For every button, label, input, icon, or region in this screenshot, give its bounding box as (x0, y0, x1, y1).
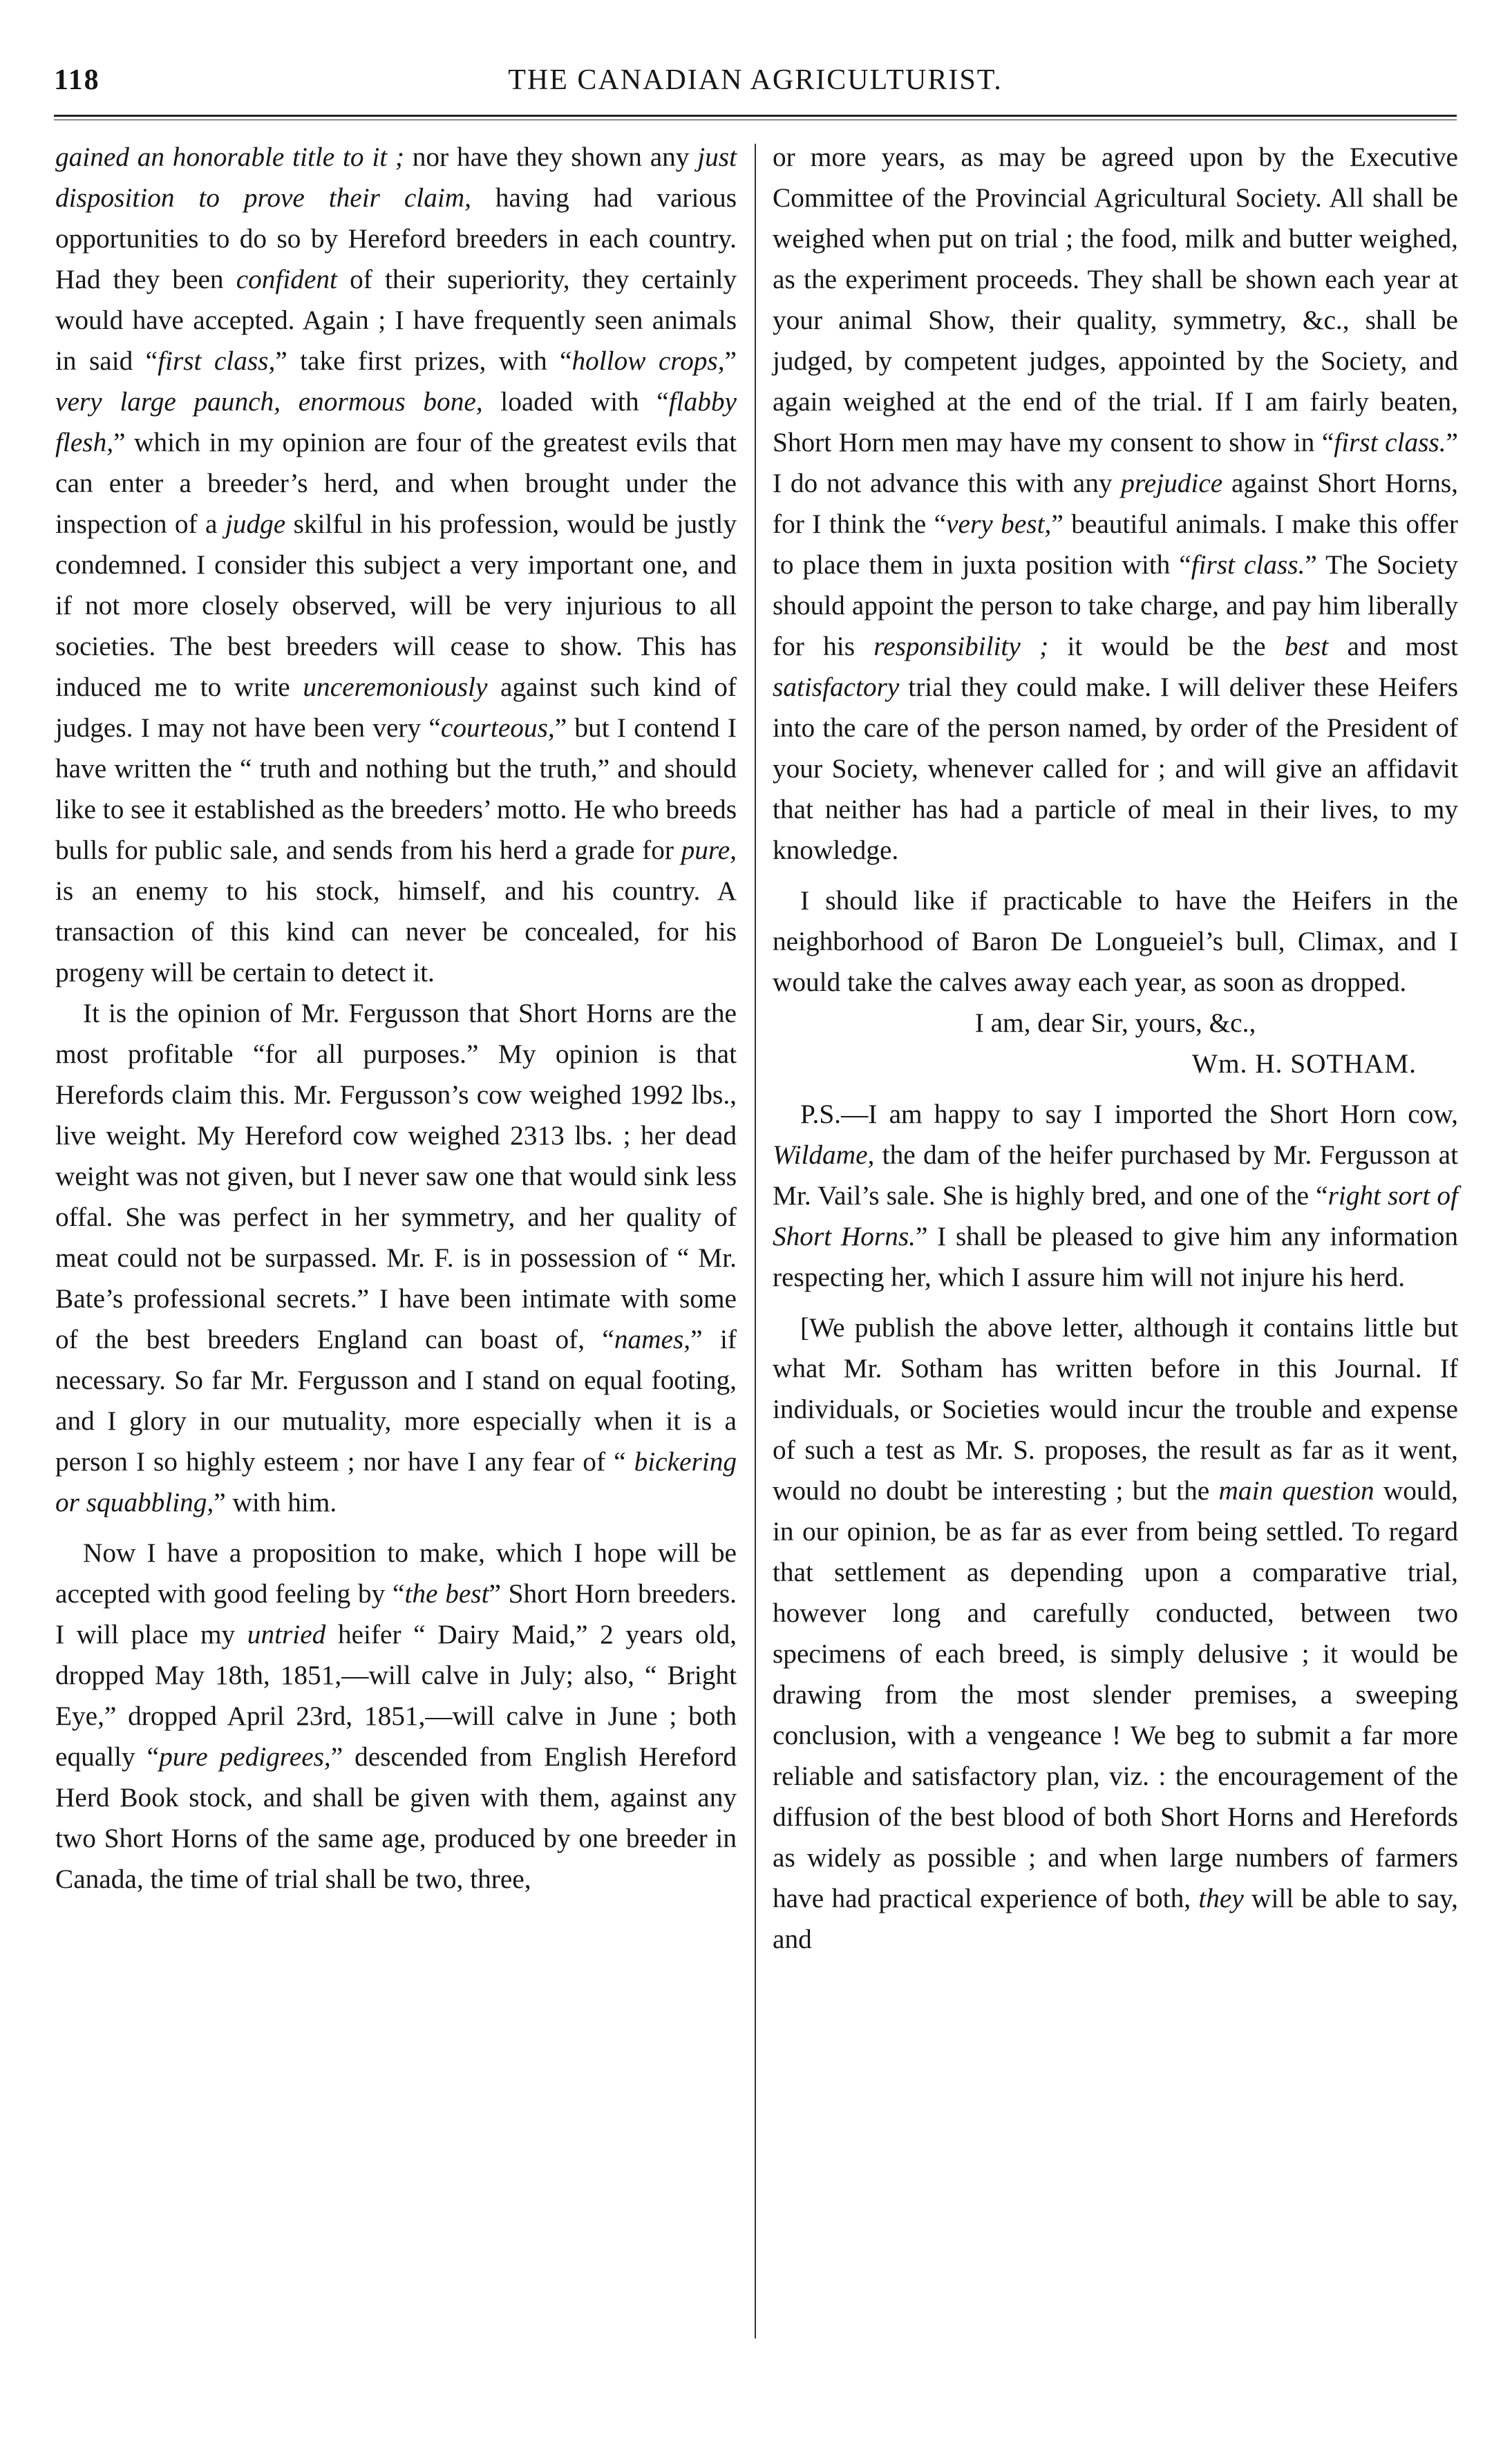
italic-run: very large paunch, enormous bone, (55, 386, 483, 417)
text-run: ” if necessary. So far Mr. Fergusson and I stand on equal footing, and I glory in our mutuality, more especially when it is a person I so highly esteem ; nor have I any fear of “ (55, 1324, 737, 1477)
left-column (55, 137, 737, 2352)
text-run: heifer “ Dairy Maid,” 2 years old, dropped May 18th, 1851,—will calve in July; also, “ Bright Eye,” dropped April 23rd, 1851,—will calve in June ; both equally “ (55, 1619, 737, 1772)
italic-run: responsibility ; (873, 631, 1049, 661)
text-run: is an enemy to his stock, himself, and his country. A transaction of this kind can never be concealed, for his progeny will be certain to detect it. (55, 876, 737, 987)
text-run: ” which in my opinion are four of the greatest evils that can enter a breeder’s herd, and when brought under the inspection of a (55, 427, 737, 539)
editor-note-paragraph (773, 1307, 1458, 1960)
italic-run: untried (247, 1619, 326, 1649)
text-run: of their superiority, they certainly would have accepted. Again ; I have frequently seen animals in said “ (55, 264, 737, 376)
text-run: ” Short Horn breeders. I will place my (55, 1578, 737, 1649)
text-run: loaded with “ (482, 386, 669, 417)
italic-run: hollow crops, (571, 346, 725, 376)
running-title: THE CANADIAN AGRICULTURIST. (508, 64, 1003, 96)
text-run: ” with him. (214, 1487, 337, 1517)
italic-run: first class. (1191, 549, 1305, 580)
text-run: against Short Horns, for I think the “ (773, 468, 1458, 539)
italic-run: they (1198, 1883, 1244, 1913)
right-column (773, 137, 1458, 2352)
text-run: and most (1328, 631, 1458, 661)
text-run: would, in our opinion, be as far as ever from being settled. To regard that settlement as depending upon a comparative trial, however long and carefully conducted, between two specimens of each breed, is simply delusive ; it would be drawing from the most slender premises, a sweeping conclusion, with a vengeance ! We beg to submit a far more reliable and satisfactory plan, viz. : the encouragement of the diffusion of the best blood of both Short Horns and Herefords as widely as possible ; and when large numbers of farmers have had practical experience of both, (773, 1475, 1458, 1913)
italic-run: courteous, (440, 712, 555, 743)
text-run: ” The Society should appoint the person to take charge, and pay him liberally for his (773, 549, 1458, 661)
text-run: nor have they shown any (404, 142, 698, 172)
italic-run: gained an honorable title to it ; (55, 142, 405, 172)
italic-run: satisfactory (773, 672, 900, 702)
letter-paragraph (773, 880, 1458, 1003)
text-run: skilful in his profession, would be justly condemned. I consider this subject a very important one, and if not more closely observed, will be very injurious to all societies. The best breeders will cease to show. This has induced me to write (55, 509, 737, 702)
letter-closing: I am, dear Sir, yours, &c., (974, 1008, 1256, 1038)
text-run: ” (724, 346, 737, 376)
italic-run: first class, (158, 346, 276, 376)
italic-run: best (1284, 631, 1329, 661)
text-run: ” I do not advance this with any (773, 427, 1458, 498)
letter-paragraph (773, 137, 1458, 871)
text-run: ” but I contend I have written the “ truth and nothing but the truth,” and should like to see it established as the breeders’ motto. He who breeds bulls for public sale, and sends from his herd a grade for (55, 712, 737, 865)
page-number: 118 (54, 64, 100, 96)
header-rule (54, 115, 1457, 120)
letter-paragraph (55, 137, 737, 993)
text-run: will be able to say, and (773, 1883, 1459, 1954)
italic-run: right sort of Short Horns. (773, 1180, 1458, 1251)
text-run: Now I have a proposition to make, which I hope will be accepted with good feeling by “ (55, 1538, 737, 1609)
text-run: It is the opinion of Mr. Fergusson that Short Horns are the most profitable “for all purposes.” My opinion is that Herefords claim this. Mr. Fergusson’s cow weighed 1992 lbs., live weight. My Hereford cow weighed 2313 lbs. ; her dead weight was not given, but I never saw one that would sink less offal. She was perfect in her symmetry, and her quality of meat could not be surpassed. Mr. F. is in possession of “ Mr. Bate’s professional secrets.” I have been intimate with some of the best breeders England can boast of, “ (55, 998, 737, 1354)
letter-paragraph (55, 993, 737, 1523)
italic-run: judge (225, 509, 286, 539)
text-run: or more years, as may be agreed upon by the Executive Committee of the Provincial Agricultural Society. All shall be weighed when put on trial ; the food, milk and butter weighed, as the experiment proceeds. They shall be shown each year at your animal Show, their quality, symmetry, &c., shall be judged, by competent judges, appointed by the Society, and again weighed at the end of the trial. If I am fairly beaten, Short Horn men may have my consent to show in “ (773, 142, 1458, 457)
text-run: it would be the (1048, 631, 1285, 661)
italic-run: just disposition to prove their claim, (55, 142, 737, 213)
text-run: [We publish the above letter, although it contains little but what Mr. Sotham has written before in this Journal. If individuals, or Societies would incur the trouble and expense of such a test as Mr. S. proposes, the result as far as it went, would no doubt be interesting ; but the (773, 1312, 1458, 1506)
italic-run: flabby flesh, (55, 386, 737, 457)
italic-run: first class. (1334, 427, 1446, 457)
italic-run: main question (1218, 1475, 1374, 1506)
letter-paragraph (55, 1533, 737, 1900)
text-run: P.S.—I am happy to say I imported the Short Horn cow, (800, 1099, 1458, 1129)
letter-signature: Wm. H. SOTHAM. (1191, 1048, 1417, 1079)
text-run: the dam of the heifer purchased by Mr. Fergusson at Mr. Vail’s sale. She is highly bred, and one of the “ (773, 1140, 1458, 1211)
italic-run: prejudice (1121, 468, 1223, 498)
text-run: I should like if practicable to have the Heifers in the neighborhood of Baron De Longueiel’s bull, Climax, and I would take the calves away each year, as soon as dropped. (773, 885, 1458, 997)
postscript-paragraph (773, 1094, 1458, 1298)
column-divider (755, 144, 756, 2338)
italic-run: confident (236, 264, 337, 294)
italic-run: the best (404, 1578, 489, 1609)
italic-run: names, (614, 1324, 691, 1354)
italic-run: Wildame, (773, 1140, 875, 1170)
italic-run: pure, (681, 835, 737, 865)
text-run: ” descended from English Hereford Herd Book stock, and shall be given with them, against any two Short Horns of the same age, produced by one breeder in Canada, the time of trial shall be two, three, (55, 1741, 737, 1894)
italic-run: bickering or squabbling, (55, 1446, 737, 1517)
italic-run: very best, (946, 509, 1052, 539)
text-run: trial they could make. I will deliver these Heifers into the care of the person named, by order of the President of your Society, whenever called for ; and will give an affidavit that neither has had a particle of meal in their lives, to my knowledge. (773, 672, 1458, 865)
text-run: ” I shall be pleased to give him any information respecting her, which I assure him will not injure his herd. (773, 1221, 1458, 1292)
text-run: against such kind of judges. I may not have been very “ (55, 672, 737, 743)
text-run: having had various opportunities to do so by Hereford breeders in each country. Had they been (55, 182, 737, 294)
page-header (54, 64, 1457, 112)
italic-run: unceremoniously (303, 672, 488, 702)
italic-run: pure pedigrees, (159, 1741, 331, 1772)
text-run: ” beautiful animals. I make this offer to place them in juxta position with “ (773, 509, 1458, 580)
text-run: ” take first prizes, with “ (275, 346, 572, 376)
